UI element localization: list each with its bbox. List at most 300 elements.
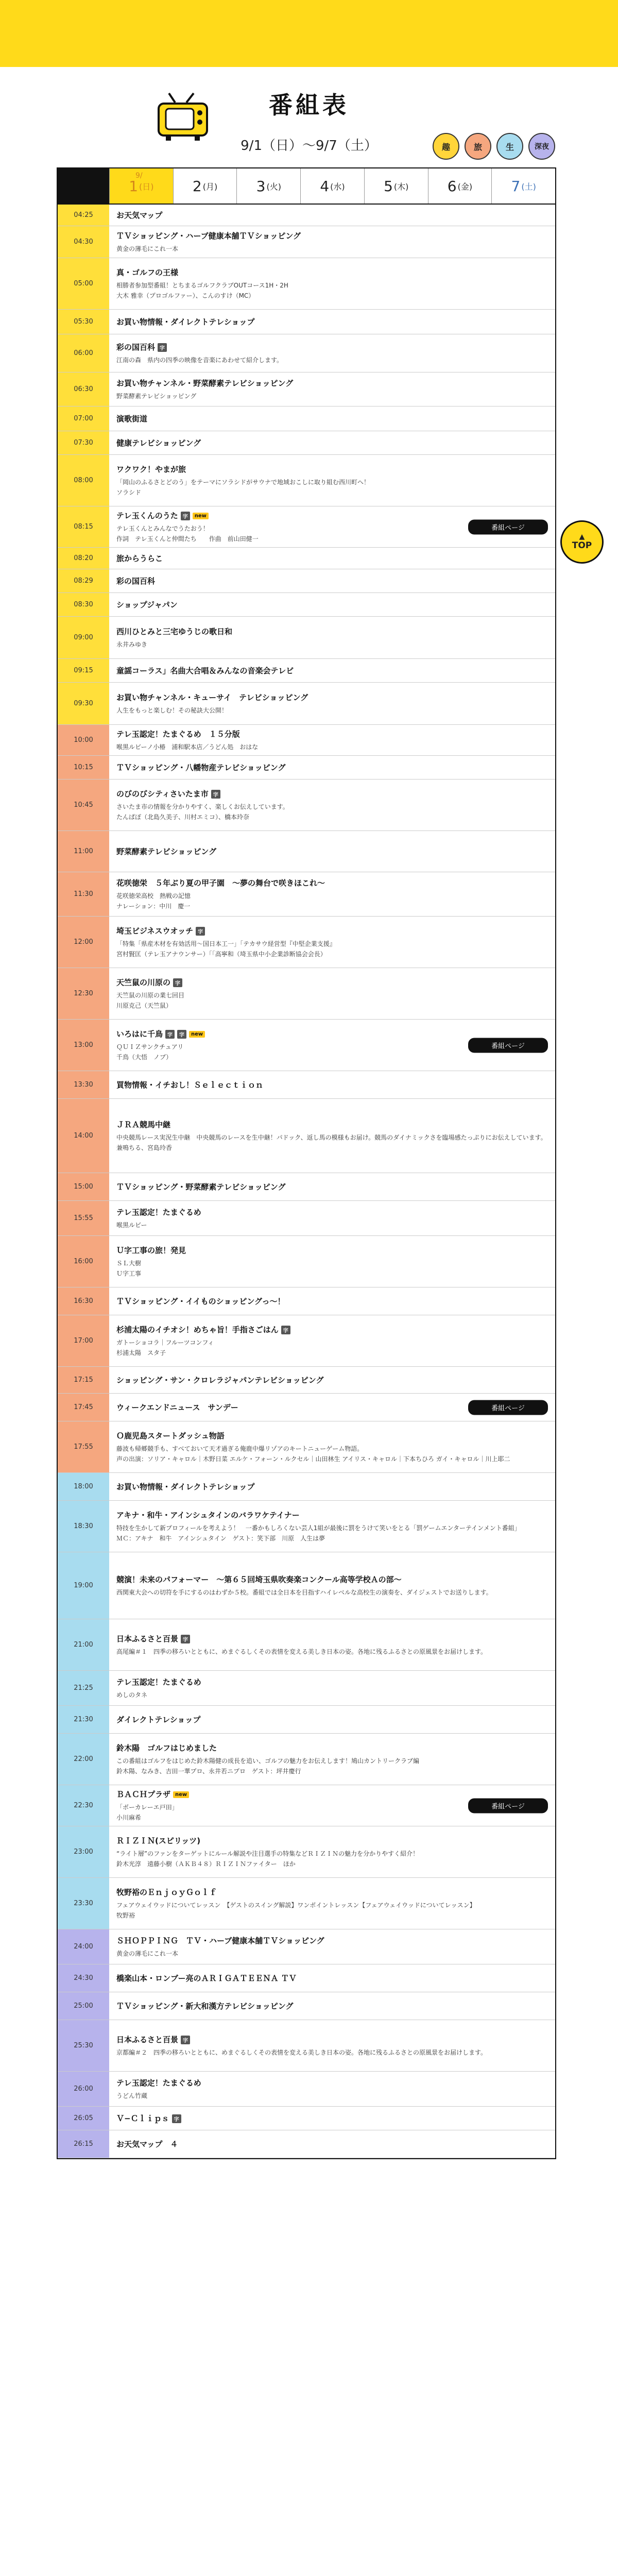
program-time: 10:15 (58, 756, 109, 779)
program-title (116, 2113, 548, 2124)
program-row (58, 872, 555, 917)
program-info[interactable] (109, 2072, 555, 2106)
program-time: 26:05 (58, 2107, 109, 2130)
top-band (0, 0, 618, 67)
day-tab-5[interactable] (364, 168, 428, 204)
program-title-text: 牧野裕のＥｎｊｏｙＧｏｌｆ (116, 1888, 217, 1897)
caption-badge: 字 (173, 978, 182, 987)
day-tab-num: 4 (320, 177, 330, 195)
program-description: 声の出演：ソリア・キャロル｜木野日菜 エルケ・フォーン・ルクセル｜山田林生 アイリス・キャロル｜下本ちひろ ガイ・キャロル｜川上耶二 (116, 1455, 510, 1463)
program-title-text: お天気マップ ４ (116, 2140, 178, 2149)
program-description: さいたま市の情報を分かりやすく、楽しくお伝えしています。 (116, 803, 289, 810)
program-info[interactable] (109, 1706, 555, 1733)
program-title-text: 鈴木陽 ゴルフはじめました (116, 1743, 217, 1753)
program-time: 13:00 (58, 1020, 109, 1071)
day-tab-7[interactable] (491, 168, 555, 204)
program-title-text: ＴＶショッピング・八幡物産テレビショッピング (116, 763, 286, 772)
program-info[interactable] (109, 617, 555, 658)
program-time: 21:25 (58, 1671, 109, 1705)
program-row (58, 1421, 555, 1473)
program-title (116, 925, 548, 936)
program-description: めしのタネ (116, 1691, 148, 1699)
program-description: 西関東大会への切符を手にするのはわずか５校。番組では全日本を目指すハイレベルな高校生の演奏を、ダイジェストでお送りします。 (116, 1589, 492, 1596)
caption-badge: 字 (181, 512, 190, 520)
program-time: 25:00 (58, 1992, 109, 2020)
program-title-text: ＴＶショッピング・ハーブ健康本舗ＴＶショッピング (116, 231, 301, 241)
program-title (116, 692, 548, 703)
program-title-text: お天気マップ (116, 211, 163, 220)
program-title-text: ＴＶショッピング・新大和漢方テレビショッピング (116, 2002, 294, 2011)
program-description: 黄金の薄毛にこれ一本 (116, 1950, 179, 1957)
program-info[interactable] (109, 1236, 555, 1287)
program-row (58, 1992, 555, 2020)
program-time: 19:00 (58, 1552, 109, 1619)
program-time: 16:30 (58, 1287, 109, 1315)
program-info[interactable] (109, 1619, 555, 1670)
day-tab-dow: (土) (521, 181, 536, 192)
program-row (58, 1785, 555, 1826)
program-title-text: お買い物情報・ダイレクトテレショップ (116, 1482, 255, 1492)
program-time: 08:20 (58, 548, 109, 569)
program-time: 09:15 (58, 659, 109, 682)
program-description: 野菜酵素テレビショッピング (116, 393, 197, 400)
caption-badge: 字 (211, 790, 220, 799)
program-row (58, 593, 555, 617)
program-row (58, 226, 555, 258)
program-row (58, 1315, 555, 1367)
program-row (58, 372, 555, 406)
program-time: 26:15 (58, 2130, 109, 2158)
program-info[interactable] (109, 406, 555, 431)
program-row (58, 725, 555, 756)
program-title (116, 762, 548, 773)
program-row (58, 1734, 555, 1785)
program-info[interactable] (109, 1734, 555, 1785)
program-row (58, 548, 555, 569)
program-page-button[interactable]: 番組ページ (468, 1038, 548, 1053)
program-info[interactable] (109, 2020, 555, 2071)
program-title-text: のびのびシティさいたま市 (116, 789, 209, 799)
program-title (116, 413, 548, 424)
program-info[interactable] (109, 548, 555, 569)
program-description: 喉黒ルビー (116, 1222, 147, 1229)
caption-badge: 字 (181, 2036, 190, 2044)
program-description: 天竺鼠の川原の業七回目 (116, 992, 185, 999)
program-description: 黄金の薄毛にこれ一本 (116, 245, 179, 252)
program-row (58, 1394, 555, 1421)
program-title-text: 彩の国百科 (116, 577, 156, 586)
day-tab-dow: (日) (139, 181, 154, 192)
program-title-text: 杉浦太陽のイチオシ！めちゃ旨！手指さごはん (116, 1325, 279, 1334)
day-tab-month: 9/ (135, 172, 143, 180)
program-title-text: お買い物チャンネル・野菜酵素テレビショッピング (116, 379, 294, 388)
program-row (58, 1619, 555, 1671)
program-info[interactable] (109, 310, 555, 334)
program-row (58, 506, 555, 548)
program-title-text: テレ玉くんのうた (116, 511, 178, 520)
program-time: 26:00 (58, 2072, 109, 2106)
program-info[interactable] (109, 1173, 555, 1200)
program-info[interactable] (109, 1964, 555, 1992)
program-time: 07:30 (58, 431, 109, 454)
program-info[interactable] (109, 1421, 555, 1472)
program-row (58, 431, 555, 455)
program-description: 「岡山のふるさとどのう」をテーマにソラシドがサウナで地域おこしに取り組む西川町へ！ (116, 479, 370, 486)
genre-button-latenight[interactable]: 深夜 (528, 133, 555, 160)
program-title (116, 210, 548, 221)
program-time: 04:25 (58, 205, 109, 226)
program-title-text: ＢＡＣＨプラザ (116, 1790, 171, 1799)
day-tab-num: 3 (256, 177, 266, 195)
program-info[interactable] (109, 659, 555, 682)
program-row (58, 1367, 555, 1394)
program-info[interactable] (109, 1878, 555, 1929)
program-row (58, 205, 555, 226)
day-tab-6[interactable] (428, 168, 492, 204)
page-title: 番組表 (269, 91, 349, 119)
program-title (116, 1207, 548, 1217)
program-description: 鈴木光淳 遠藤小樹（ＡＫＢ４８）ＲＩＺＩＮファイター ほか (116, 1860, 296, 1868)
program-row (58, 1099, 555, 1173)
program-title (116, 2077, 548, 2088)
program-description: 千鳥（大悟 ノブ） (116, 1054, 173, 1061)
program-description: 江南の森 県内の四季の映像を音楽にあわせて紹介します。 (116, 357, 283, 364)
program-title (116, 267, 548, 278)
ondemand-badge: new (193, 513, 209, 519)
back-to-top-label: TOP (572, 540, 592, 551)
program-row (58, 617, 555, 659)
program-row (58, 968, 555, 1020)
ondemand-badge: new (189, 1031, 205, 1038)
program-time: 23:00 (58, 1826, 109, 1877)
program-description: 花咲徳栄高校 熱戦の記憶 (116, 892, 191, 900)
program-time: 17:55 (58, 1421, 109, 1472)
program-time: 21:00 (58, 1619, 109, 1670)
program-row (58, 1201, 555, 1236)
program-time: 22:30 (58, 1785, 109, 1826)
program-title-text: テレ玉認定！たまぐるめ (116, 1677, 201, 1687)
program-title (116, 1742, 548, 1753)
program-title-text: ＴＶショッピング・イイものショッピングっ～！ (116, 1297, 285, 1306)
program-title (116, 230, 548, 241)
program-time: 05:30 (58, 310, 109, 334)
day-tab-3[interactable] (236, 168, 300, 204)
program-title (116, 1835, 548, 1846)
program-info[interactable] (109, 1201, 555, 1235)
program-row (58, 1706, 555, 1734)
program-description: ＭＣ：アキナ 和牛 アインシュタイン ゲスト：笑下部 川原 人生は夢 (116, 1535, 325, 1542)
program-row (58, 258, 555, 310)
program-time: 21:30 (58, 1706, 109, 1733)
program-description: 特技を生かして新プロフィールを考えよう！ 一番かもしろくない芸人1組が最後に罰をうけて笑いをとる「罰ゲームエンターテインメント番組」 (116, 1524, 521, 1532)
program-title-text: ＲＩＺＩＮ(スピリッツ) (116, 1836, 201, 1845)
program-title (116, 599, 548, 610)
program-time: 14:00 (58, 1099, 109, 1173)
program-time: 08:15 (58, 506, 109, 547)
program-title-text: 彩の国百科 (116, 343, 156, 352)
program-time: 05:00 (58, 258, 109, 309)
program-info[interactable] (109, 683, 555, 724)
day-tab-4[interactable] (300, 168, 364, 204)
program-time: 15:55 (58, 1201, 109, 1235)
program-time: 17:45 (58, 1394, 109, 1421)
program-time: 12:30 (58, 968, 109, 1019)
program-info[interactable] (109, 872, 555, 916)
program-title-text: ダイレクトテレショップ (116, 1715, 201, 1724)
program-row (58, 310, 555, 334)
ondemand-badge: new (173, 1791, 189, 1798)
program-info[interactable] (109, 917, 555, 968)
program-description: 川原克己（天竺鼠） (116, 1002, 173, 1009)
program-time: 18:30 (58, 1501, 109, 1552)
program-title (116, 1296, 548, 1307)
program-info[interactable] (109, 1099, 555, 1173)
program-info[interactable] (109, 226, 555, 258)
program-title-text: 演歌街道 (116, 414, 148, 423)
program-time: 07:00 (58, 406, 109, 431)
program-row (58, 1826, 555, 1878)
program-page-button[interactable]: 番組ページ (468, 1798, 548, 1813)
program-title (116, 1430, 548, 1441)
program-title (116, 2001, 548, 2011)
program-info[interactable] (109, 1473, 555, 1500)
genre-button-life[interactable]: 生 (496, 133, 523, 160)
program-info[interactable] (109, 1552, 555, 1619)
program-row (58, 1236, 555, 1287)
program-info[interactable] (109, 725, 555, 755)
program-title (116, 846, 548, 857)
day-tab-dow: (木) (393, 181, 409, 192)
program-title-text: アキナ・和牛・アインシュタインのバラワケテイナー (116, 1511, 300, 1520)
program-time: 17:15 (58, 1367, 109, 1393)
program-description: 京都編＃２ 四季の移ろいとともに、めまぐるしくその表情を変える美しき日本の姿。各地に残るふるさとの原風景をお届けします。 (116, 2049, 487, 2056)
program-info[interactable] (109, 968, 555, 1019)
program-row (58, 917, 555, 968)
program-list (58, 205, 555, 2158)
program-description: 牧野裕 (116, 1912, 135, 1919)
back-to-top-button[interactable] (560, 520, 604, 564)
program-title-text: 競演！未来のパフォーマー 〜第６５回埼玉県吹奏楽コンクール高等学校Ａの部〜 (116, 1575, 402, 1584)
program-info[interactable] (109, 372, 555, 406)
program-row (58, 659, 555, 683)
day-tab-dow: (火) (266, 181, 281, 192)
program-title-text: 日本ふるさと百景 (116, 1634, 179, 1643)
program-title (116, 464, 548, 474)
program-description: フェアウェイウッドについてレッスン 【ゲストのスイング解説】ワンポイントレッスン【フェアウェイウッドについてレッスン】 (116, 1902, 476, 1909)
program-row (58, 406, 555, 431)
program-title (116, 626, 548, 637)
program-title-text: ＪＲＡ競馬中継 (116, 1120, 171, 1129)
program-info[interactable] (109, 1671, 555, 1705)
program-title (116, 1633, 548, 1644)
program-title (116, 728, 548, 739)
program-row (58, 2130, 555, 2158)
genre-button-travel[interactable]: 旅 (465, 133, 491, 160)
program-time: 13:30 (58, 1071, 109, 1098)
program-schedule (57, 167, 556, 2159)
program-title (116, 1481, 548, 1492)
program-info[interactable] (109, 1071, 555, 1098)
program-info[interactable] (109, 2107, 555, 2130)
program-title (116, 1181, 548, 1192)
program-description: 作詞 テレ玉くんと仲間たち 作曲 前山田健一 (116, 535, 259, 543)
program-row (58, 2072, 555, 2107)
program-row (58, 1071, 555, 1099)
program-info[interactable] (109, 1367, 555, 1393)
program-title (116, 977, 548, 988)
program-page-button[interactable]: 番組ページ (468, 1400, 548, 1415)
program-row (58, 1287, 555, 1315)
program-title-text: テレ玉認定！たまぐるめ １５分版 (116, 730, 240, 739)
program-info[interactable] (109, 1826, 555, 1877)
program-title-text: 花咲徳栄 ５年ぶり夏の甲子園 〜夢の舞台で咲きほこれ〜 (116, 878, 325, 888)
program-title-text: 旅からうらこ (116, 554, 163, 563)
program-title (116, 1079, 548, 1090)
program-title-text: 橋楽山本・ロンブー亮のＡＲＩＧＡＴＥＥＮＡ ＴＶ (116, 1974, 297, 1983)
program-title (116, 342, 548, 352)
program-title-text: テレ玉認定！たまぐるめ (116, 1208, 201, 1217)
program-description: 杉浦太陽 スタ子 (116, 1349, 166, 1357)
program-row (58, 2020, 555, 2072)
program-info[interactable] (109, 1992, 555, 2020)
program-info[interactable] (109, 1287, 555, 1315)
program-row (58, 756, 555, 779)
day-tab-dow: (月) (202, 181, 218, 192)
program-info[interactable] (109, 779, 555, 831)
day-tab-num: 6 (447, 177, 457, 195)
day-tab-num: 5 (384, 177, 393, 195)
day-tab-2[interactable] (173, 168, 237, 204)
program-info[interactable] (109, 831, 555, 872)
tv-illustration-icon (154, 90, 211, 142)
program-row (58, 2107, 555, 2130)
program-title-text: 健康テレビショッピング (116, 438, 201, 448)
program-info[interactable] (109, 1315, 555, 1366)
program-info[interactable] (109, 431, 555, 454)
program-time: 09:30 (58, 683, 109, 724)
program-time: 16:00 (58, 1236, 109, 1287)
program-title (116, 1245, 548, 1256)
program-info[interactable] (109, 506, 555, 547)
program-description: 「ボーカレーエ戸田」 (116, 1804, 178, 1811)
program-info[interactable] (109, 205, 555, 226)
program-title (116, 1375, 548, 1385)
program-info[interactable] (109, 569, 555, 592)
program-time: 23:30 (58, 1878, 109, 1929)
program-time: 11:30 (58, 872, 109, 916)
program-row (58, 779, 555, 831)
day-tab-num: 7 (511, 177, 521, 195)
program-title (116, 1973, 548, 1984)
program-title-text: 買物情報・イチおし！Ｓｅｌｅｃｔｉｏｎ (116, 1080, 264, 1090)
program-title-text: Ｕ字工事の旅！発見 (116, 1246, 186, 1255)
program-description: 兼鳴ちる、宮島玲香 (116, 1144, 173, 1151)
program-description: 喉黒ルビーノ小椿 浦和駅本店／うどん処 おはな (116, 743, 259, 751)
program-info[interactable] (109, 2130, 555, 2158)
program-time: 18:00 (58, 1473, 109, 1500)
program-time: 06:00 (58, 334, 109, 372)
program-title-text: Ｏ鹿児島スタートダッシュ物語 (116, 1431, 225, 1440)
program-time: 08:29 (58, 569, 109, 592)
program-info[interactable] (109, 1929, 555, 1964)
program-description: うどん竹蔵 (116, 2092, 148, 2099)
program-time: 25:30 (58, 2020, 109, 2071)
program-info[interactable] (109, 258, 555, 309)
program-title (116, 877, 548, 888)
program-title-text: 埼玉ビジネスウオッチ (116, 926, 194, 936)
caption-badge: 字 (172, 2114, 181, 2123)
program-description: 人生をもっと楽しむ！その秘訣大公開！ (116, 707, 228, 714)
program-description: ナレーション：中川 慶一 (116, 903, 191, 910)
day-tabs-corner (58, 168, 109, 204)
program-info[interactable] (109, 1394, 555, 1421)
program-info[interactable] (109, 593, 555, 616)
program-info[interactable] (109, 756, 555, 779)
program-title (116, 437, 548, 448)
program-title (116, 1714, 548, 1725)
program-title-text: 日本ふるさと百景 (116, 2035, 179, 2044)
program-title-text: テレ玉認定！たまぐるめ (116, 2078, 201, 2088)
program-time: 06:30 (58, 372, 109, 406)
day-tab-1[interactable] (109, 168, 173, 204)
program-title (116, 665, 548, 676)
program-title (116, 1510, 548, 1520)
caption-badge: 字 (177, 1030, 186, 1039)
program-title-text: ＳＨＯＰＰＩＮＧ ＴＶ・ハーブ健康本舗ＴＶショッピング (116, 1936, 324, 1945)
program-description: 鈴木陽、なみき、吉田一華プロ、永井若ニプロ ゲスト：坪井慶行 (116, 1768, 301, 1775)
program-description: 中央競馬レース実況生中継 中央競馬のレースを生中継！パドック、返し馬の模様もお届け。競馬のダイナミックさを臨場感たっぷりにお伝えしています。 (116, 1134, 547, 1141)
caption-badge: 字 (181, 1635, 190, 1643)
program-info[interactable] (109, 1020, 555, 1071)
program-row (58, 1552, 555, 1619)
program-row (58, 334, 555, 372)
program-title (116, 378, 548, 388)
program-row (58, 831, 555, 872)
program-title (116, 316, 548, 327)
program-info[interactable] (109, 334, 555, 372)
program-title-text: ショップジャパン (116, 600, 178, 609)
program-description: 高尾編＃１ 四季の移ろいとともに、めまぐるしくその表情を変える美しき日本の姿。各地に残るふるさとの原風景をお届けします。 (116, 1648, 487, 1655)
program-title (116, 2034, 548, 2045)
program-time: 08:30 (58, 593, 109, 616)
program-title-text: お買い物情報・ダイレクトテレショップ (116, 317, 255, 327)
chevron-up-icon: ▲ (579, 533, 585, 541)
program-time: 15:00 (58, 1173, 109, 1200)
program-description: 宮村賢匡（テレ玉アナウンサー）「「高寧和（埼玉県中小企業診断協会会長） (116, 951, 327, 958)
day-tab-dow: (金) (457, 181, 473, 192)
program-title-text: いろはに千鳥 (116, 1029, 163, 1039)
program-title (116, 1574, 548, 1585)
caption-badge: 字 (196, 927, 205, 936)
genre-button-hobby[interactable]: 趣 (433, 133, 459, 160)
genre-filter (433, 133, 555, 159)
program-info[interactable] (109, 1785, 555, 1826)
program-title-text: 西川ひとみと三宅ゆうじの歌日和 (116, 627, 233, 636)
program-row (58, 455, 555, 506)
date-range: 9/1（日）〜9/7（土） (241, 138, 377, 154)
program-description: 大木 雅幸（プロゴルファー）、こんのすけ（MC） (116, 292, 255, 299)
program-title-text: ショッピング・サン・クロレラジャパンテレビショッピング (116, 1376, 324, 1385)
program-page-button[interactable]: 番組ページ (468, 519, 548, 534)
program-title-text: Ｖ−Ｃｌｉｐｓ (116, 2114, 169, 2123)
program-info[interactable] (109, 455, 555, 506)
program-description: ガトーショコラ｜フルーツコンフィ (116, 1339, 214, 1346)
program-info[interactable] (109, 1501, 555, 1552)
program-row (58, 569, 555, 593)
program-title (116, 553, 548, 564)
day-tab-dow: (水) (330, 181, 345, 192)
program-description: Ｕ字工事 (116, 1270, 142, 1277)
